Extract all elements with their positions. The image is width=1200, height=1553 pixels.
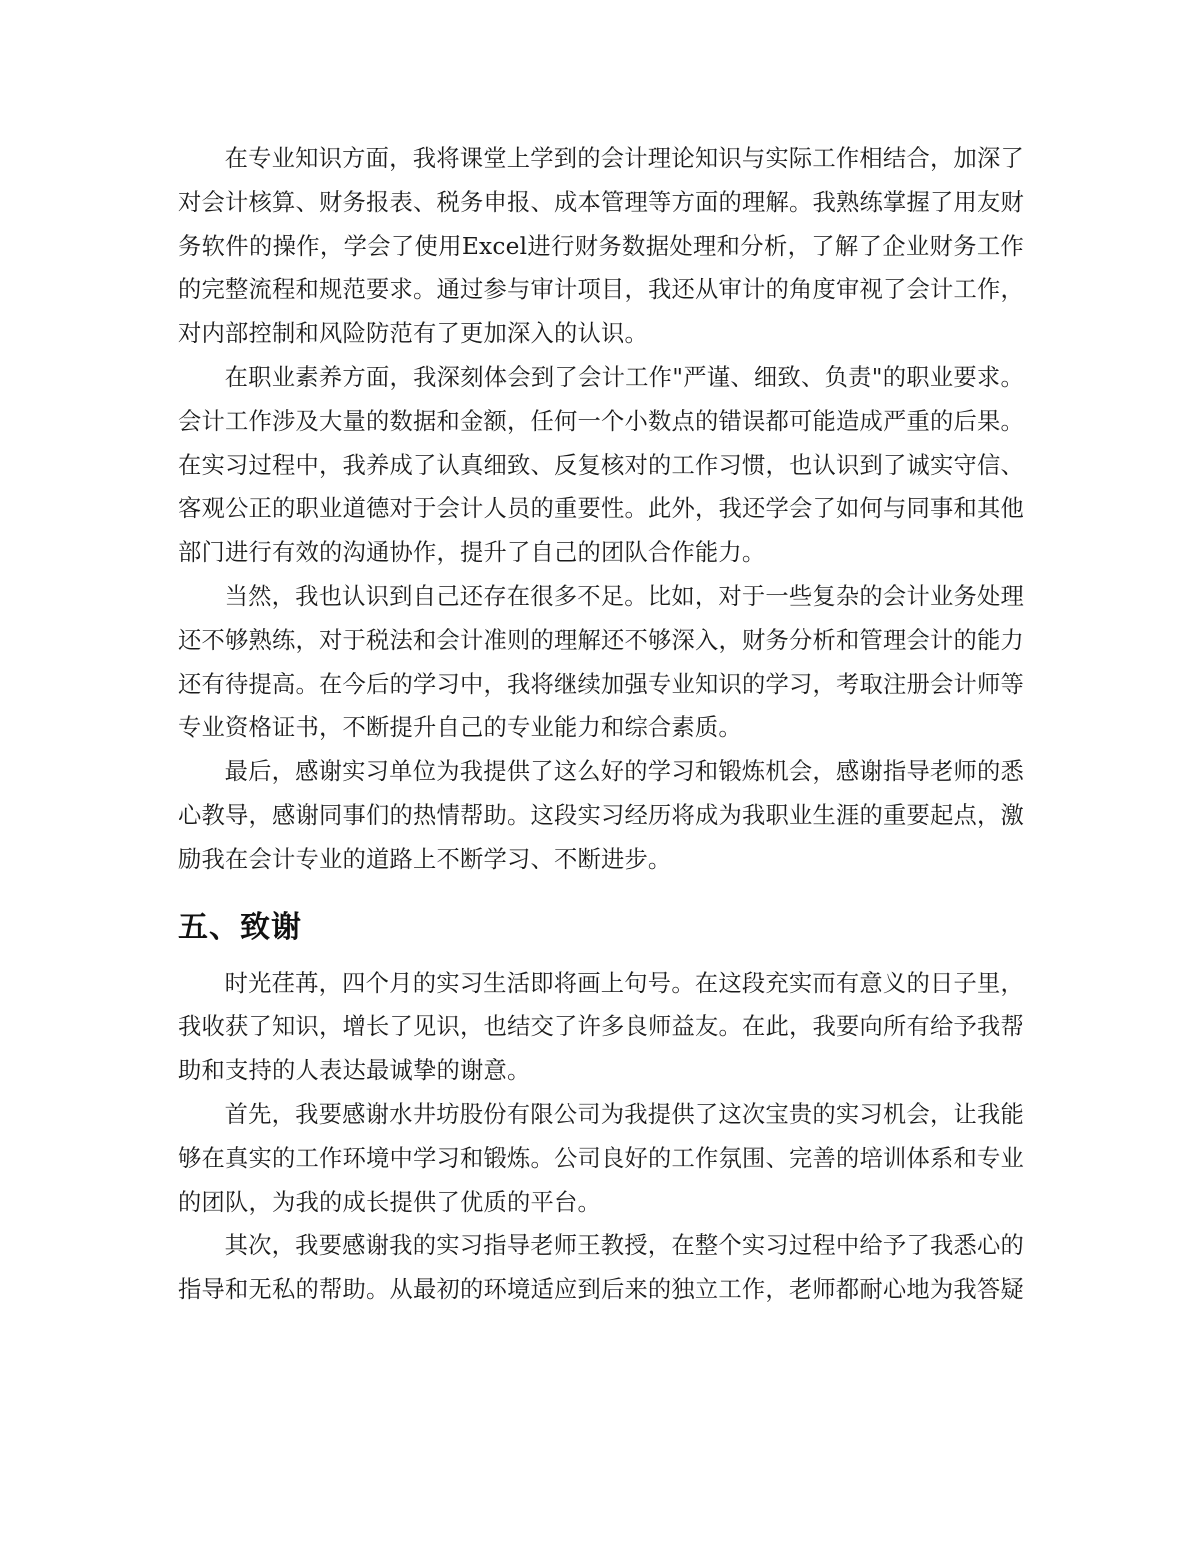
paragraph-professional-quality: 在职业素养方面，我深刻体会到了会计工作"严谨、细致、负责"的职业要求。会计工作涉及大量的数据和金额，任何一个小数点的错误都可能造成严重的后果。在实习过程中，我养成了认真细致、反复核对的工作习惯，也认识到了诚实守信、客观公正的职业道德对于会计人员的重要性。此外，我还学会了如何与同事和其他部门进行有效的沟通协作，提升了自己的团队合作能力。 <box>178 363 1024 567</box>
paragraph-professional-knowledge: 在专业知识方面，我将课堂上学到的会计理论知识与实际工作相结合，加深了对会计核算、财务报表、税务申报、成本管理等方面的理解。我熟练掌握了用友财务软件的操作，学会了使用Excel进行财务数据处理和分析，了解了企业财务工作的完整流程和规范要求。通过参与审计项目，我还从审计的角度审视了会计工作，对内部控制和风险防范有了更加深入的认识。 <box>178 145 1024 348</box>
paragraph-ack-intro: 时光荏苒，四个月的实习生活即将画上句号。在这段充实而有意义的日子里，我收获了知识，增长了见识，也结交了许多良师益友。在此，我要向所有给予我帮助和支持的人表达最诚挚的谢意。 <box>178 969 1024 1085</box>
section-heading-acknowledgements: 五、致谢 <box>178 909 302 945</box>
paragraph-ack-company: 首先，我要感谢水井坊股份有限公司为我提供了这次宝贵的实习机会，让我能够在真实的工作环境中学习和锻炼。公司良好的工作氛围、完善的培训体系和专业的团队，为我的成长提供了优质的平台。 <box>178 1100 1024 1216</box>
document-body <box>178 137 1024 1312</box>
paragraph-shortcomings: 当然，我也认识到自己还存在很多不足。比如，对于一些复杂的会计业务处理还不够熟练，对于税法和会计准则的理解还不够深入，财务分析和管理会计的能力还有待提高。在今后的学习中，我将继续加强专业知识的学习，考取注册会计师等专业资格证书，不断提升自己的专业能力和综合素质。 <box>178 582 1024 742</box>
paragraph-ack-advisor: 其次，我要感谢我的实习指导老师王教授，在整个实习过程中给予了我悉心的指导和无私的帮助。从最初的环境适应到后来的独立工作，老师都耐心地为我答疑 <box>178 1232 1024 1304</box>
paragraph-closing-thanks: 最后，感谢实习单位为我提供了这么好的学习和锻炼机会，感谢指导老师的悉心教导，感谢同事们的热情帮助。这段实习经历将成为我职业生涯的重要起点，激励我在会计专业的道路上不断学习、不断进步。 <box>178 758 1024 873</box>
